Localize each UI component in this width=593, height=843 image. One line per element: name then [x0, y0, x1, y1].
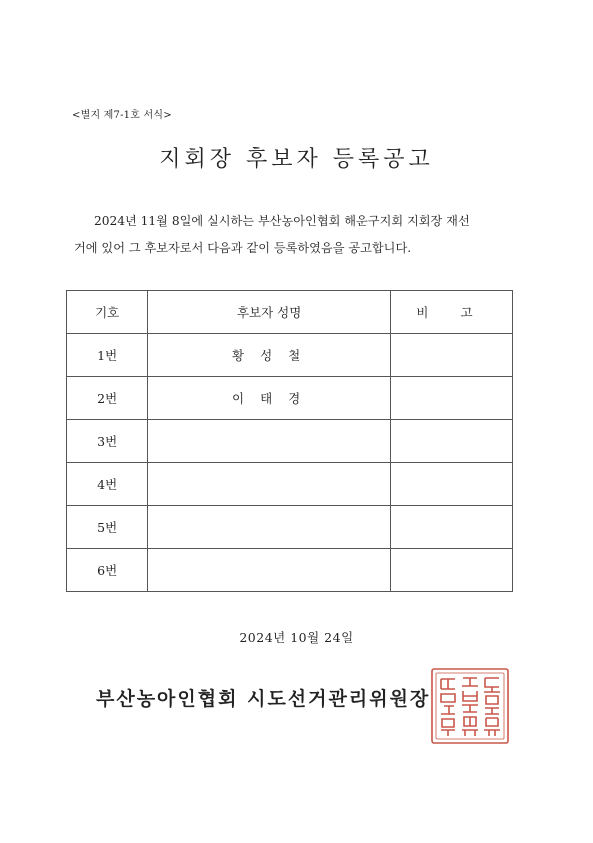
row-number: 4번: [67, 463, 148, 506]
row-number: 6번: [67, 549, 148, 592]
table-row: [67, 506, 513, 549]
row-number: 5번: [67, 506, 148, 549]
issuer-name: 부산농아인협회 시도선거관리위원장: [96, 688, 431, 710]
row-note: [390, 334, 512, 377]
candidate-table: [66, 290, 513, 592]
intro-paragraph: [74, 208, 534, 262]
row-name: 황 성 철: [148, 334, 391, 377]
table-row: [67, 549, 513, 592]
table-row: [67, 463, 513, 506]
row-name: [148, 506, 391, 549]
official-seal-icon: [429, 666, 511, 746]
row-name: 이 태 경: [148, 377, 391, 420]
row-note: [390, 506, 512, 549]
table-row: [67, 377, 513, 420]
row-name: [148, 549, 391, 592]
row-name: [148, 420, 391, 463]
row-number: 2번: [67, 377, 148, 420]
document-date: 2024년 10월 24일: [239, 630, 354, 645]
header-number: 기호: [67, 291, 148, 334]
table-row: [67, 334, 513, 377]
intro-line-1: 2024년 11월 8일에 실시하는 부산농아인협회 해운구지회 지회장 재선: [94, 214, 470, 228]
row-name: [148, 463, 391, 506]
intro-line-2: 거에 있어 그 후보자로서 다음과 같이 등록하였음을 공고합니다.: [74, 241, 412, 255]
row-number: 1번: [67, 334, 148, 377]
row-note: [390, 420, 512, 463]
row-note: [390, 549, 512, 592]
header-note: 비 고: [390, 291, 512, 334]
row-note: [390, 463, 512, 506]
document-title: 지회장 후보자 등록공고: [159, 147, 434, 172]
row-note: [390, 377, 512, 420]
form-number: <별지 제7-1호 서식>: [72, 110, 172, 121]
header-name: 후보자 성명: [148, 291, 391, 334]
row-number: 3번: [67, 420, 148, 463]
table-row: [67, 420, 513, 463]
table-header-row: [67, 291, 513, 334]
